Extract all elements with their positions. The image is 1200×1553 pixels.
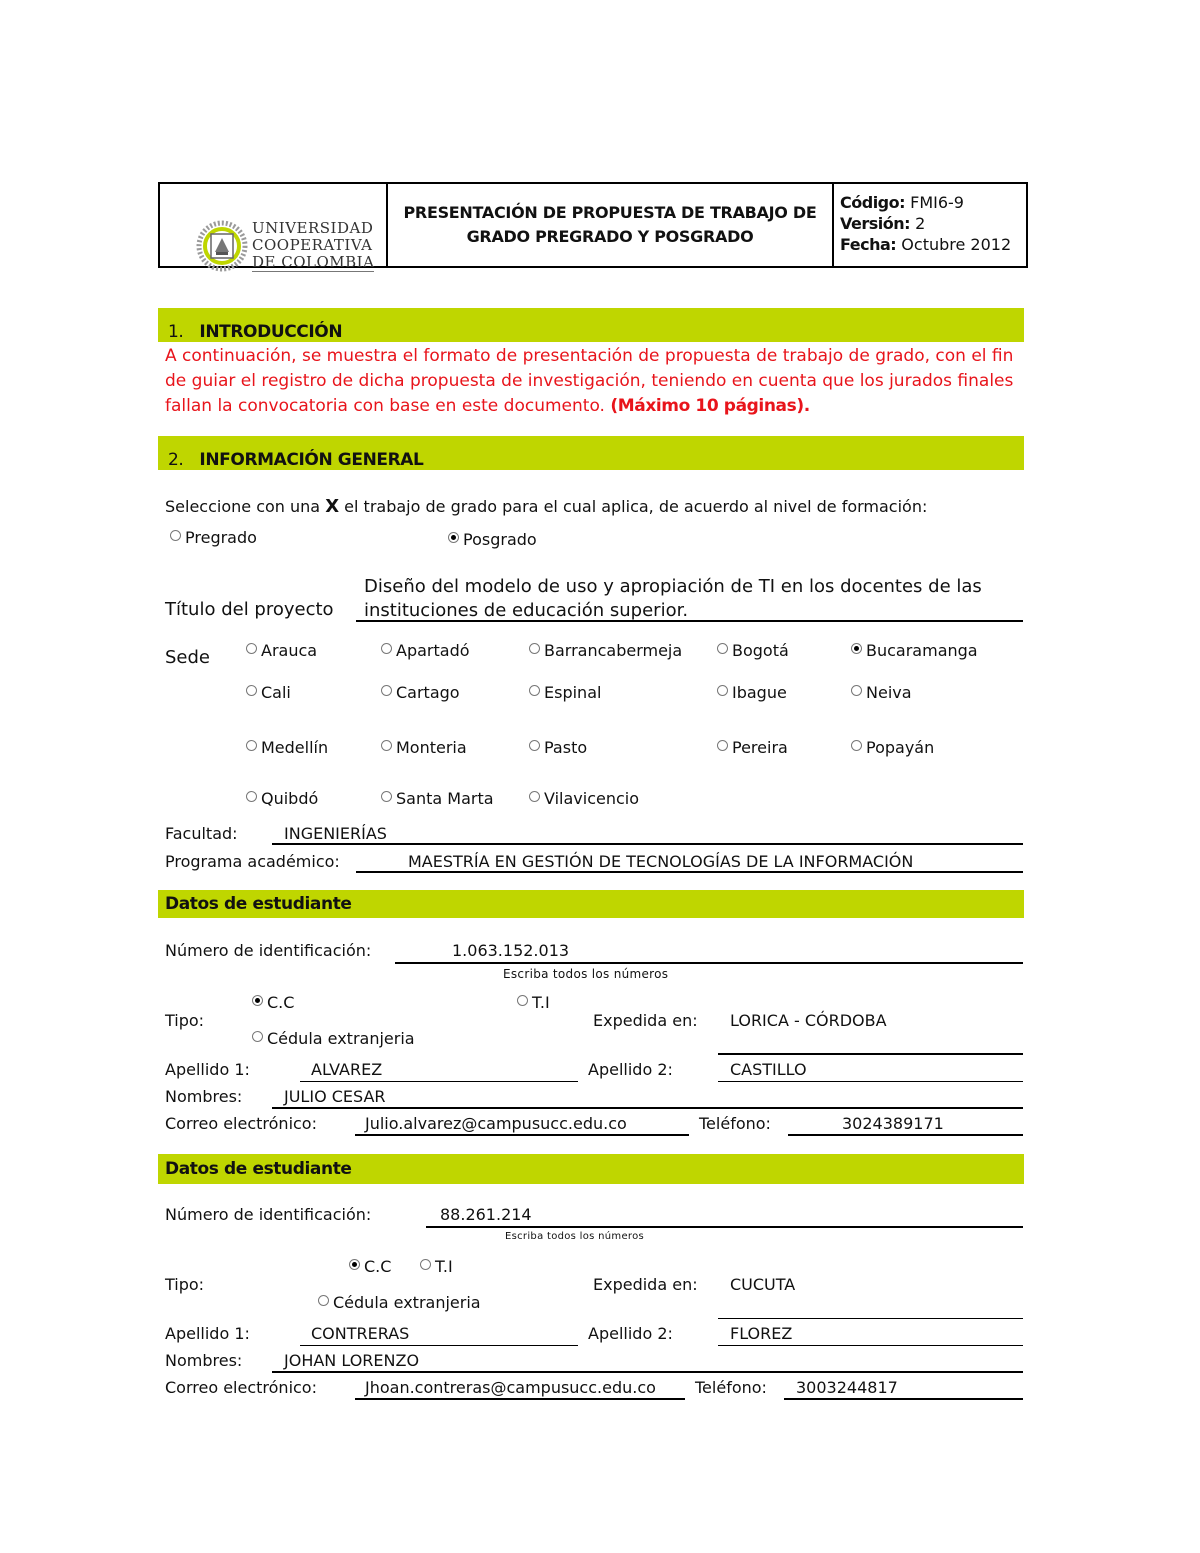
s2-radio-ti[interactable]: T.I [420,1257,453,1276]
pregrado-label: Pregrado [185,528,257,547]
s2-apellido1-label: Apellido 1: [165,1324,250,1343]
titulo-line1: Diseño del modelo de uso y apropiación de TI en los docentes de las [364,576,982,597]
titulo-label: Título del proyecto [165,599,334,620]
logo-line1: UNIVERSIDAD [252,219,374,237]
sede-option[interactable]: Monteria [381,738,467,757]
sede-option[interactable]: Bogotá [717,641,789,660]
sede-option[interactable]: Vilavicencio [529,789,639,808]
s2-apellido1-value[interactable]: CONTRERAS [311,1324,410,1343]
codigo-value: FMI6-9 [910,193,964,212]
s1-id-hint: Escriba todos los números [503,967,669,981]
programa-underline [356,871,1023,873]
facultad-label: Facultad: [165,824,238,843]
intro-title: INTRODUCCIÓN [199,322,343,342]
sede-option[interactable]: Cali [246,683,291,702]
s2-id-value[interactable]: 88.261.214 [440,1205,532,1224]
titulo-value[interactable] [364,575,982,623]
s1-nombres-underline [272,1107,1023,1109]
radio-icon[interactable] [448,532,459,543]
intro-max: (Máximo 10 páginas). [610,396,810,416]
sede-option[interactable]: Popayán [851,738,934,757]
s2-tipo-label: Tipo: [165,1275,205,1294]
s2-apellido2-value[interactable]: FLOREZ [730,1324,793,1343]
titulo-line2: instituciones de educación superior. [364,600,689,621]
instruction-b: el trabajo de grado para el cual aplica, de acuerdo al nivel de formación: [344,497,928,516]
intro-line3: fallan la convocatoria con base en este documento. [165,396,605,416]
sede-option[interactable]: Quibdó [246,789,318,808]
s2-radio-cc[interactable]: C.C [349,1257,391,1276]
facultad-underline [272,843,1023,845]
header-table [158,182,1028,271]
sede-option[interactable]: Cartago [381,683,460,702]
document-title-line1: PRESENTACIÓN DE PROPUESTA DE TRABAJO DE [403,203,817,222]
s1-expedida-underline [718,1053,1023,1055]
radio-icon[interactable] [170,530,181,541]
sede-option[interactable]: Pasto [529,738,587,757]
s2-radio-ce[interactable]: Cédula extranjeria [318,1293,481,1312]
sede-option[interactable]: Santa Marta [381,789,494,808]
fecha-value: Octubre 2012 [901,235,1012,254]
s1-telefono-value[interactable]: 3024389171 [842,1114,944,1133]
s2-telefono-value[interactable]: 3003244817 [796,1378,898,1397]
instruction-x: X [325,496,340,517]
s1-correo-underline [355,1134,689,1136]
s2-correo-label: Correo electrónico: [165,1378,317,1397]
s2-apellido2-underline [718,1345,1023,1346]
s2-correo-underline [355,1398,685,1400]
s1-apellido1-underline [300,1081,578,1082]
posgrado-label: Posgrado [463,530,537,549]
s2-telefono-underline [784,1398,1023,1400]
s1-radio-cc[interactable]: C.C [252,993,294,1012]
s1-apellido1-value[interactable]: ALVAREZ [311,1060,383,1079]
sede-label: Sede [165,647,210,668]
s1-id-label: Número de identificación: [165,941,372,960]
student2-heading: Datos de estudiante [165,1159,352,1179]
logo-line3: DE COLOMBIA [252,253,375,271]
s2-telefono-label: Teléfono: [695,1378,767,1397]
version-value: 2 [915,214,926,233]
s1-apellido2-value[interactable]: CASTILLO [730,1060,807,1079]
version-label: Versión: [840,214,911,233]
student1-heading: Datos de estudiante [165,894,352,914]
intro-text [165,344,1013,419]
sede-option[interactable]: Barrancabermeja [529,641,682,660]
title-cell [388,184,834,266]
s2-id-label: Número de identificación: [165,1205,372,1224]
s2-expedida-label: Expedida en: [593,1275,698,1294]
s1-radio-ti[interactable]: T.I [517,993,550,1012]
s1-correo-label: Correo electrónico: [165,1114,317,1133]
sede-option[interactable]: Medellín [246,738,328,757]
s1-apellido2-label: Apellido 2: [588,1060,673,1079]
s1-expedida-value[interactable]: LORICA - CÓRDOBA [730,1011,887,1030]
s2-apellido1-underline [300,1345,578,1346]
s1-id-value[interactable]: 1.063.152.013 [452,941,570,960]
radio-posgrado[interactable] [448,530,537,549]
s2-correo-value[interactable]: Jhoan.contreras@campusucc.edu.co [365,1378,656,1397]
university-seal-icon [196,208,250,284]
s2-expedida-value[interactable]: CUCUTA [730,1275,796,1294]
facultad-value[interactable]: INGENIERÍAS [284,824,387,843]
fecha-label: Fecha: [840,235,897,254]
s2-expedida-underline [718,1318,1023,1319]
s1-apellido1-label: Apellido 1: [165,1060,250,1079]
instruction-a: Seleccione con una [165,497,321,516]
radio-pregrado[interactable] [170,528,257,547]
logo-cell [160,184,388,271]
sede-option[interactable]: Apartadó [381,641,470,660]
s1-apellido2-underline [718,1081,1023,1082]
s1-tipo-label: Tipo: [165,1011,205,1030]
s2-nombres-underline [272,1371,1023,1373]
s1-nombres-label: Nombres: [165,1087,243,1106]
document-title-line2: GRADO PREGRADO Y POSGRADO [466,227,754,246]
intro-number: 1. [168,322,184,342]
intro-line1: A continuación, se muestra el formato de presentación de propuesta de trabajo de grado, con el fin [165,346,1014,366]
s2-id-hint: Escriba todos los números [505,1231,645,1242]
s1-nombres-value[interactable]: JULIO CESAR [284,1087,386,1106]
sede-option[interactable]: Neiva [851,683,912,702]
s1-radio-ce[interactable]: Cédula extranjeria [252,1029,415,1048]
s1-telefono-underline [788,1134,1023,1136]
general-heading [168,450,424,470]
intro-line2: de guiar el registro de dicha propuesta de investigación, teniendo en cuenta que los jurados finales [165,371,1014,391]
s1-expedida-label: Expedida en: [593,1011,698,1030]
s2-id-underline [426,1226,1023,1228]
sede-option[interactable]: Pereira [717,738,788,757]
s2-nombres-value[interactable]: JOHAN LORENZO [284,1351,420,1370]
s1-telefono-label: Teléfono: [699,1114,771,1133]
programa-label: Programa académico: [165,852,340,871]
s1-id-underline [395,962,1023,964]
titulo-underline [356,620,1023,622]
doc-meta [840,192,1011,255]
general-number: 2. [168,450,184,470]
s1-correo-value[interactable]: Julio.alvarez@campusucc.edu.co [365,1114,627,1133]
general-instruction [165,496,927,517]
programa-value[interactable]: MAESTRÍA EN GESTIÓN DE TECNOLOGÍAS DE LA INFORMACIÓN [408,852,914,871]
sede-option-selected[interactable]: Bucaramanga [851,641,978,660]
codigo-label: Código: [840,193,906,212]
s2-nombres-label: Nombres: [165,1351,243,1370]
general-title: INFORMACIÓN GENERAL [199,450,424,470]
logo-line2: COOPERATIVA [252,236,373,254]
sede-option[interactable]: Espinal [529,683,601,702]
s2-apellido2-label: Apellido 2: [588,1324,673,1343]
sede-option[interactable]: Ibague [717,683,787,702]
sede-option[interactable]: Arauca [246,641,317,660]
intro-heading [168,322,342,342]
